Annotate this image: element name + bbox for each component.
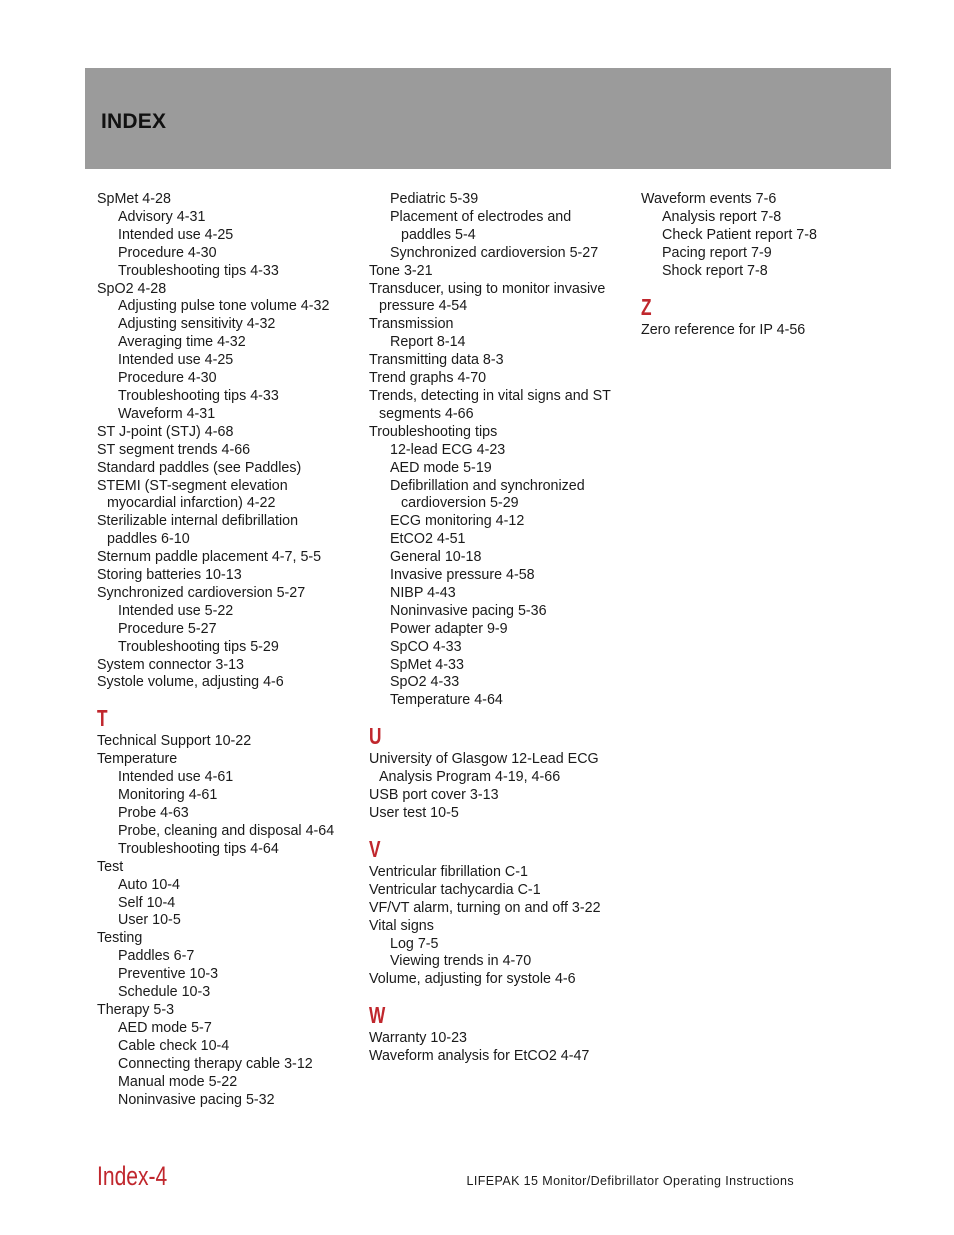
index-entry: SpO2 4-28	[97, 280, 167, 297]
index-entry: myocardial infarction) 4-22	[107, 495, 276, 512]
index-subentry: Pacing report 7-9	[662, 244, 772, 261]
index-entry: Transducer, using to monitor invasive	[369, 280, 606, 297]
index-subentry: Noninvasive pacing 5-36	[390, 602, 547, 619]
index-entry: Sterilizable internal defibrillation	[97, 513, 299, 530]
section-letter: Z	[641, 293, 652, 320]
index-entry: USB port cover 3-13	[369, 787, 499, 804]
index-column-1	[97, 191, 359, 1109]
index-entry: Systole volume, adjusting 4-6	[97, 674, 284, 691]
index-entry: Standard paddles (see Paddles)	[97, 459, 302, 476]
index-subentry: Intended use 4-25	[118, 352, 234, 369]
index-entry: Transmitting data 8-3	[369, 352, 504, 369]
index-subentry: Intended use 4-25	[118, 226, 234, 243]
index-subentry: Troubleshooting tips 4-33	[118, 387, 279, 404]
index-subentry: Waveform 4-31	[118, 405, 216, 422]
index-subentry: Auto 10-4	[118, 876, 180, 893]
index-subentry: User 10-5	[118, 912, 181, 929]
index-entry: User test 10-5	[369, 805, 459, 821]
index-subentry: Analysis report 7-8	[662, 208, 782, 225]
index-subentry: Power adapter 9-9	[390, 620, 508, 637]
index-subentry: AED mode 5-7	[118, 1019, 212, 1036]
index-subentry: 12-lead ECG 4-23	[390, 441, 506, 458]
section-letter: V	[369, 835, 381, 862]
index-entry: Tone 3-21	[369, 262, 433, 279]
index-subentry: Intended use 4-61	[118, 769, 234, 786]
section-letter: T	[97, 705, 108, 732]
index-subentry: Report 8-14	[390, 334, 466, 351]
index-entry: Storing batteries 10-13	[97, 567, 242, 584]
index-entry: Ventricular tachycardia C-1	[369, 881, 541, 898]
index-entry: Volume, adjusting for systole 4-6	[369, 971, 576, 988]
index-subentry: Troubleshooting tips 5-29	[118, 638, 279, 655]
page-number: Index-4	[97, 1161, 168, 1191]
index-subentry: Preventive 10-3	[118, 966, 219, 983]
index-column-3	[641, 191, 903, 339]
index-entry: Analysis Program 4-19, 4-66	[379, 769, 561, 786]
page-title: INDEX	[101, 110, 167, 133]
index-subentry: EtCO2 4-51	[390, 531, 466, 548]
index-entry: STEMI (ST-segment elevation	[97, 477, 288, 494]
index-entry: Zero reference for IP 4-56	[641, 321, 806, 338]
index-subentry: Placement of electrodes and	[390, 208, 572, 225]
index-entry: paddles 6-10	[107, 531, 190, 548]
index-subentry: ECG monitoring 4-12	[390, 513, 525, 530]
index-subentry: Synchronized cardioversion 5-27	[390, 244, 599, 261]
index-subentry: Log 7-5	[390, 935, 439, 952]
index-entry: Temperature	[97, 751, 178, 768]
index-subentry: Procedure 4-30	[118, 244, 217, 261]
index-subentry: Advisory 4-31	[118, 208, 206, 225]
index-subentry: Self 10-4	[118, 894, 176, 911]
index-subentry: Pediatric 5-39	[390, 191, 479, 207]
index-subentry: SpMet 4-33	[390, 656, 464, 673]
index-entry: pressure 4-54	[379, 298, 468, 315]
index-subentry: Adjusting pulse tone volume 4-32	[118, 298, 330, 315]
index-entry: Warranty 10-23	[369, 1030, 467, 1047]
index-entry: Ventricular fibrillation C-1	[369, 863, 528, 880]
index-subentry: Monitoring 4-61	[118, 787, 218, 804]
index-subentry: Temperature 4-64	[390, 692, 503, 709]
index-subentry: Schedule 10-3	[118, 984, 211, 1001]
index-entry: Trend graphs 4-70	[369, 370, 487, 387]
index-subentry: Procedure 4-30	[118, 370, 217, 387]
index-subentry: General 10-18	[390, 549, 482, 566]
index-entry: Synchronized cardioversion 5-27	[97, 584, 306, 601]
index-entry: Vital signs	[369, 917, 434, 934]
index-subentry: Probe, cleaning and disposal 4-64	[118, 822, 335, 839]
index-entry: Trends, detecting in vital signs and ST	[369, 387, 611, 404]
index-entry: Sternum paddle placement 4-7, 5-5	[97, 549, 322, 566]
index-entry: Waveform analysis for EtCO2 4-47	[369, 1048, 590, 1065]
index-subentry: Intended use 5-22	[118, 602, 234, 619]
index-entry: Waveform events 7-6	[641, 191, 777, 207]
index-subentry: NIBP 4-43	[390, 584, 456, 601]
index-subentry: Viewing trends in 4-70	[390, 953, 532, 970]
index-subentry: AED mode 5-19	[390, 459, 492, 476]
section-letter: W	[369, 1002, 386, 1029]
document-title: LIFEPAK 15 Monitor/Defibrillator Operating Instructions	[466, 1174, 794, 1188]
index-subentry: Defibrillation and synchronized	[390, 477, 585, 494]
index-subentry: Shock report 7-8	[662, 262, 768, 279]
index-subentry: Connecting therapy cable 3-12	[118, 1055, 313, 1072]
index-entry: SpMet 4-28	[97, 191, 171, 207]
index-entry: Therapy 5-3	[97, 1001, 175, 1018]
index-subentry: Adjusting sensitivity 4-32	[118, 316, 276, 333]
index-column-2	[369, 191, 631, 1066]
index-entry: ST segment trends 4-66	[97, 441, 251, 458]
index-subentry: SpO2 4-33	[390, 674, 460, 691]
index-subentry: Probe 4-63	[118, 805, 189, 821]
index-subentry: Check Patient report 7-8	[662, 226, 817, 243]
header-band	[85, 68, 891, 169]
index-subentry: Invasive pressure 4-58	[390, 567, 535, 584]
index-subentry: paddles 5-4	[401, 226, 476, 243]
index-subentry: Troubleshooting tips 4-64	[118, 840, 279, 857]
index-subentry: Cable check 10-4	[118, 1037, 230, 1054]
index-entry: segments 4-66	[379, 405, 474, 422]
index-entry: University of Glasgow 12-Lead ECG	[369, 751, 599, 768]
index-subentry: Troubleshooting tips 4-33	[118, 262, 279, 279]
index-subentry: SpCO 4-33	[390, 638, 462, 655]
index-entry: Technical Support 10-22	[97, 733, 252, 750]
index-entry: System connector 3-13	[97, 656, 245, 673]
index-entry: VF/VT alarm, turning on and off 3-22	[369, 899, 601, 916]
index-entry: Transmission	[369, 316, 454, 333]
index-entry: Test	[97, 858, 124, 875]
index-subentry: Noninvasive pacing 5-32	[118, 1091, 275, 1108]
index-entry: Testing	[97, 930, 143, 947]
index-entry: ST J-point (STJ) 4-68	[97, 423, 234, 440]
section-letter: U	[369, 723, 382, 750]
index-subentry: Averaging time 4-32	[118, 334, 246, 351]
index-subentry: Procedure 5-27	[118, 620, 217, 637]
index-subentry: Paddles 6-7	[118, 948, 195, 965]
index-subentry: cardioversion 5-29	[401, 495, 519, 512]
index-subentry: Manual mode 5-22	[118, 1073, 238, 1090]
index-entry: Troubleshooting tips	[369, 423, 498, 440]
